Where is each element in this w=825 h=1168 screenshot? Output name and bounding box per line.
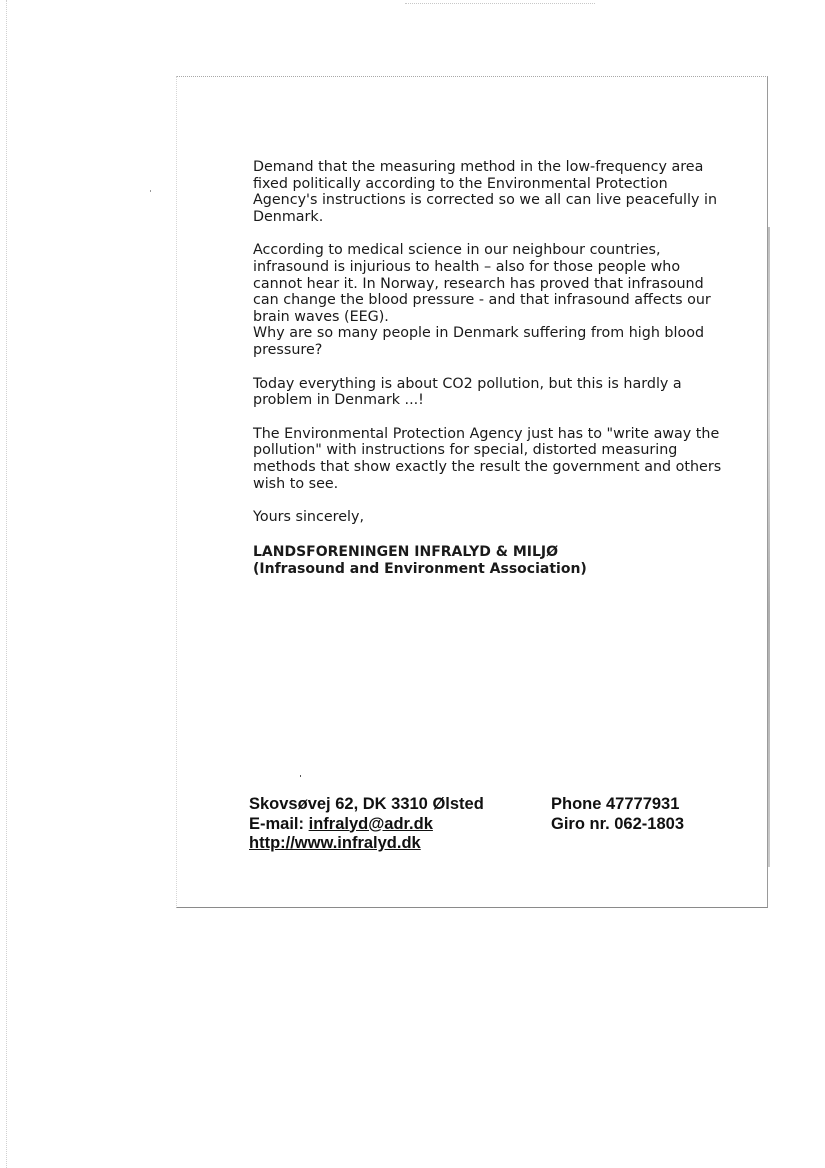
footer-contact-right [551,795,684,834]
scan-artifact-top [405,3,595,4]
paragraph-epa-instructions: The Environmental Protection Agency just has to "write away the pollution" with instructions for special, distorted measuring methods that show exactly the result the government and others wish to see. [253,425,722,492]
footer-phone: Phone 47777931 [551,795,680,813]
scan-speck [150,190,151,192]
scan-artifact-left-edge [6,0,7,1168]
footer-giro: Giro nr. 062-1803 [551,814,684,833]
footer-email-line [249,815,484,835]
footer-contact-left [249,795,484,854]
letter-body [253,159,723,579]
paragraph-measuring-method: Demand that the measuring method in the low-frequency area fixed politically according to the Environmental Protection Agency's instructions is corrected so we all can live peacefully in Denmark. [253,159,718,225]
closing-salutation: Yours sincerely, [253,509,364,526]
organization-translation: (Infrasound and Environment Association) [253,561,587,578]
paragraph-medical-science: According to medical science in our neighbour countries, infrasound is injurious to health – also for those people who cannot hear it. In Norway, research has proved that infrasound can change the blood pressure - and that infrasound affects our brain waves (EEG). [253,242,711,325]
footer-email-label: E-mail: [249,814,305,833]
paragraph-co2-pollution: Today everything is about CO2 pollution, but this is hardly a problem in Denmark ...! [253,375,682,409]
footer-address: Skovsøvej 62, DK 3310 Ølsted [249,795,484,813]
footer-email-link[interactable]: infralyd@adr.dk [308,814,433,833]
paragraph-blood-pressure-question: Why are so many people in Denmark suffering from high blood pressure? [253,325,705,358]
scan-speck [300,775,301,777]
footer-website-link[interactable]: http://www.infralyd.dk [249,834,421,852]
organization-name: LANDSFORENINGEN INFRALYD & MILJØ [253,543,559,560]
